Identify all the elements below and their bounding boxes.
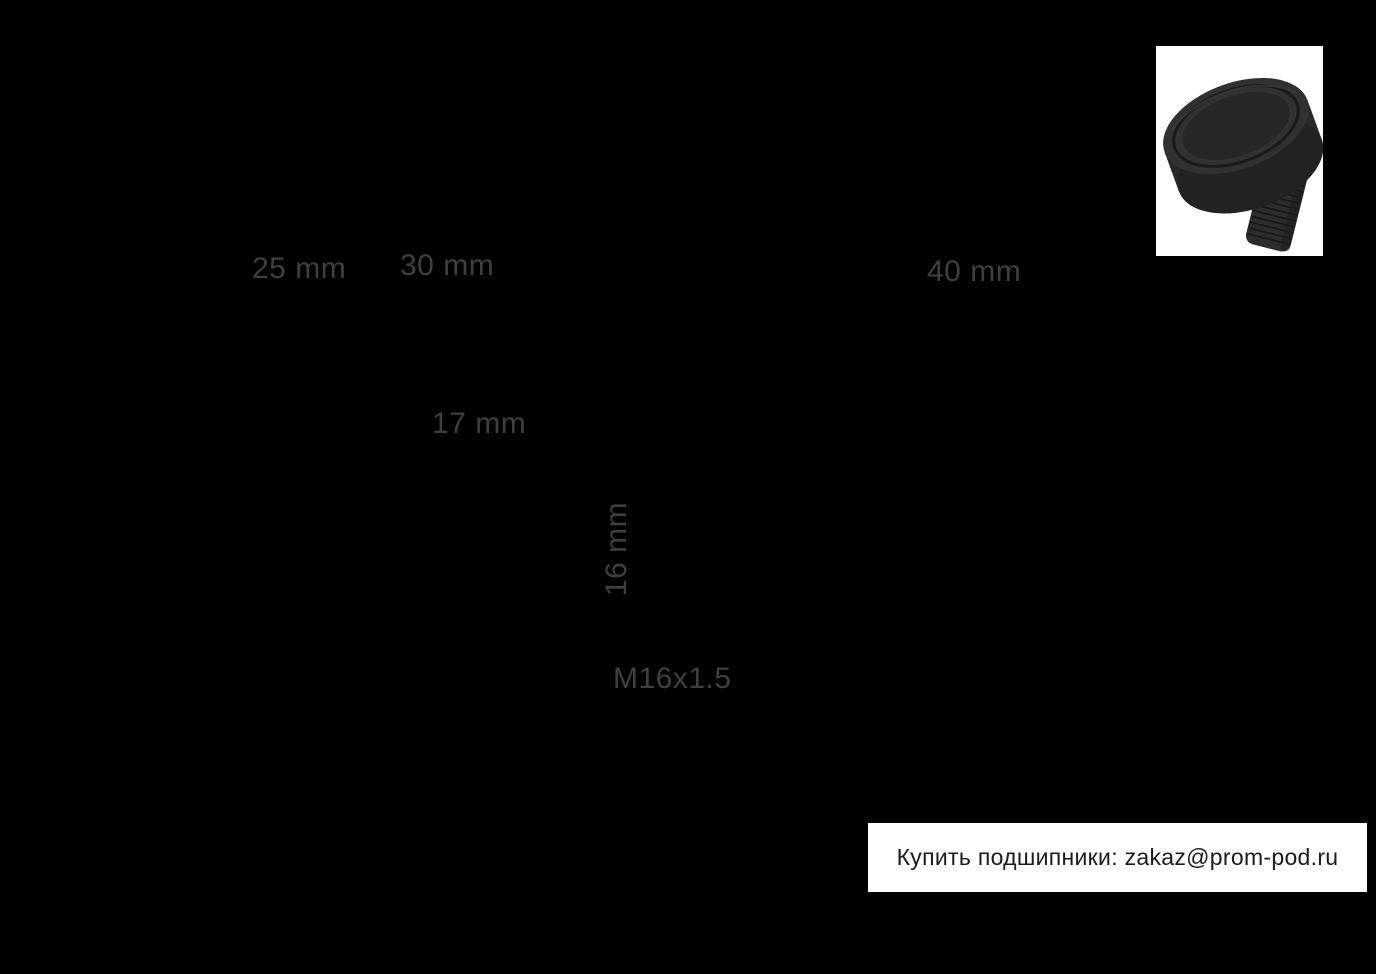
cam-follower-bearing-render-icon — [1156, 46, 1323, 256]
thread-spec-label: M16x1.5 — [613, 662, 732, 695]
dimension-label-40mm: 40 mm — [927, 255, 1022, 288]
dimension-label-25mm: 25 mm — [252, 252, 347, 285]
dimension-label-17mm: 17 mm — [432, 407, 527, 440]
dimension-label-16mm-vertical: 16 mm — [600, 501, 633, 597]
contact-banner — [868, 823, 1367, 892]
dimension-label-30mm: 30 mm — [400, 249, 495, 282]
product-photo — [1156, 46, 1323, 256]
contact-banner-text: Купить подшипники: zakaz@prom-pod.ru — [896, 844, 1339, 870]
